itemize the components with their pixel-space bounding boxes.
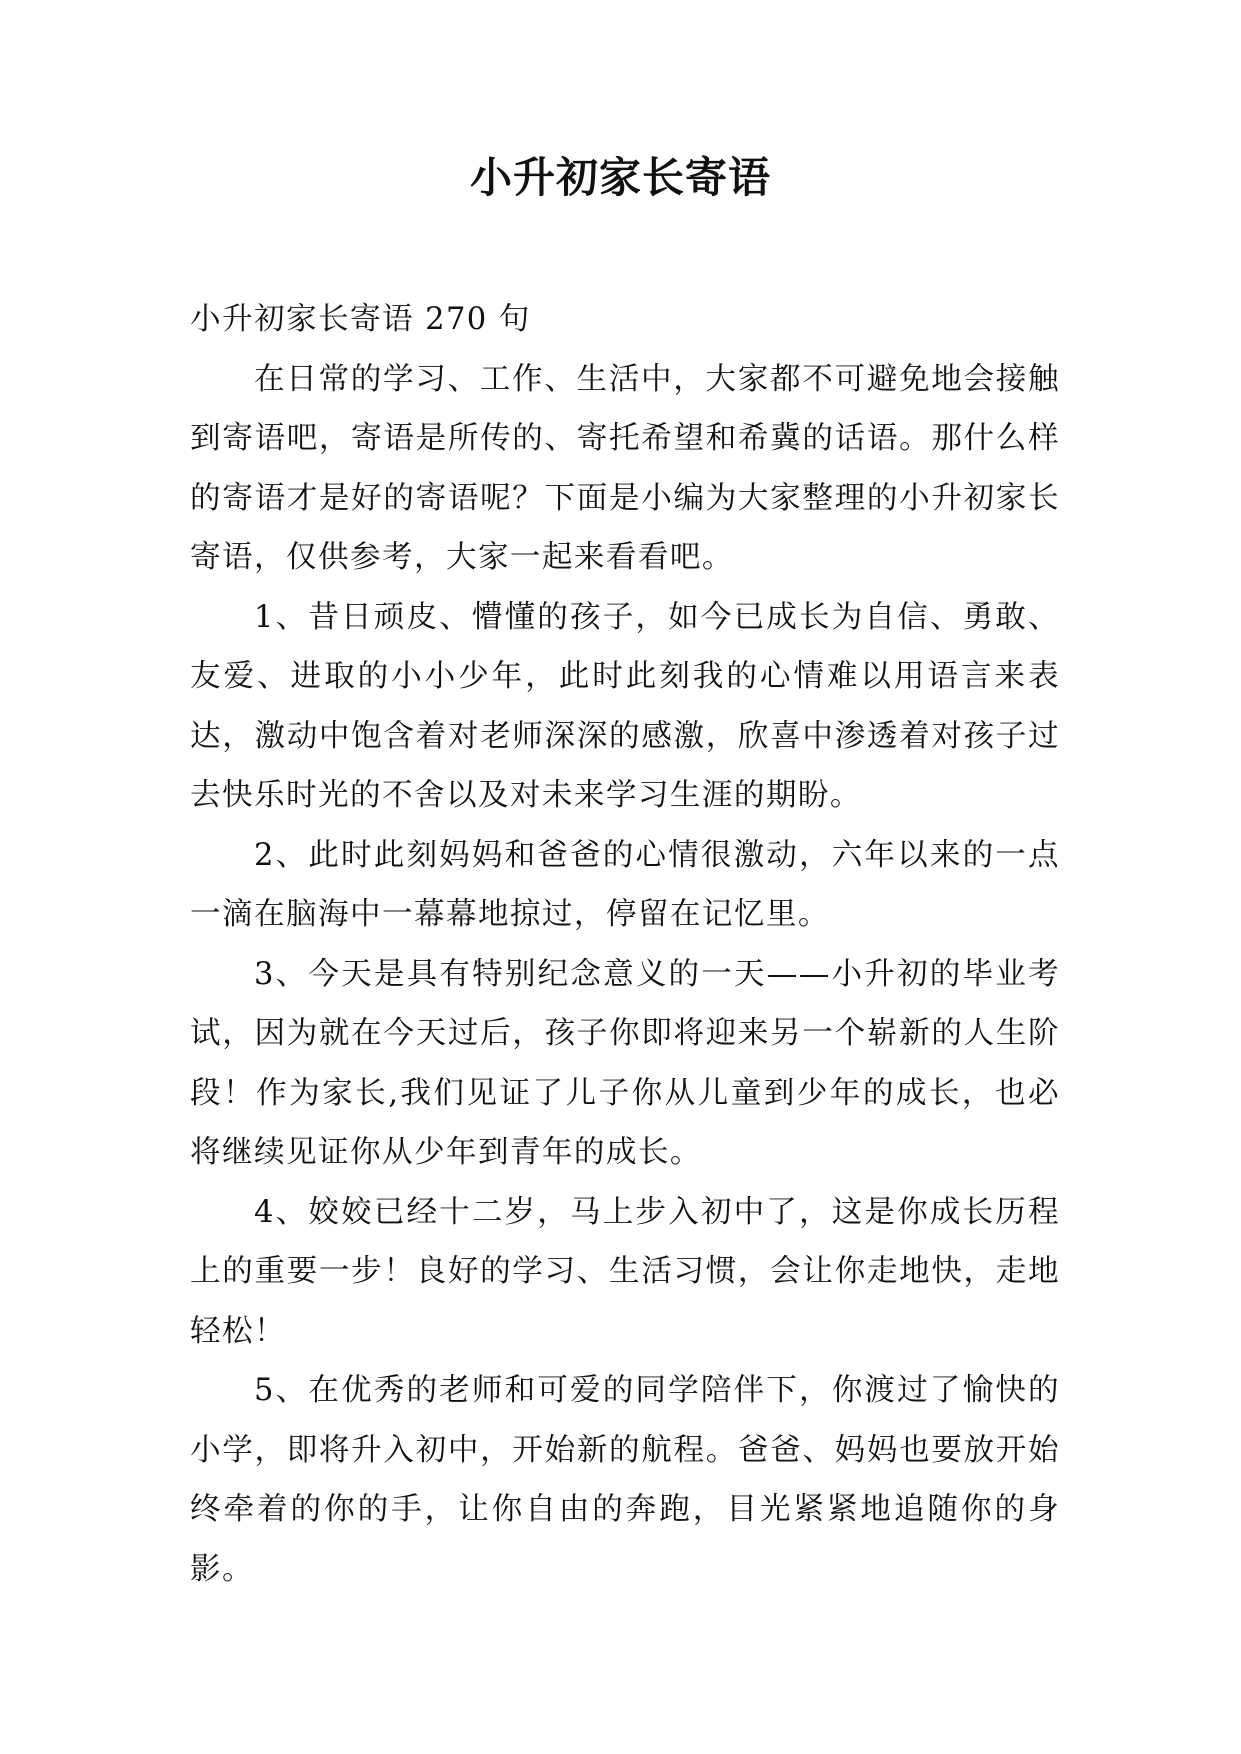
message-paragraph-1: 1、昔日顽皮、懵懂的孩子，如今已成长为自信、勇敢、友爱、进取的小小少年，此时此刻我的心情难以用语言来表达，激动中饱含着对老师深深的感激，欣喜中渗透着对孩子过去快乐时光的不舍以及对未来学习生涯的期盼。 [190, 599, 1060, 813]
intro-paragraph: 在日常的学习、工作、生活中，大家都不可避免地会接触到寄语吧，寄语是所传的、寄托希望和希冀的话语。那什么样的寄语才是好的寄语呢？下面是小编为大家整理的小升初家长寄语，仅供参考，大家一起来看看吧。 [190, 361, 1060, 575]
document-body [190, 290, 1060, 1599]
message-paragraph-3: 3、今天是具有特别纪念意义的一天——小升初的毕业考试，因为就在今天过后，孩子你即将迎来另一个崭新的人生阶段！作为家长,我们见证了儿子你从儿童到少年的成长，也必将继续见证你从少年到青年的成长。 [190, 956, 1060, 1170]
page-title: 小升初家长寄语 [469, 153, 771, 202]
message-paragraph-2: 2、此时此刻妈妈和爸爸的心情很激动，六年以来的一点一滴在脑海中一幕幕地掠过，停留在记忆里。 [190, 837, 1060, 932]
message-paragraph-5: 5、在优秀的老师和可爱的同学陪伴下，你渡过了愉快的小学，即将升入初中，开始新的航程。爸爸、妈妈也要放开始终牵着的你的手，让你自由的奔跑，目光紧紧地追随你的身影。 [190, 1373, 1060, 1587]
document-subtitle: 小升初家长寄语 270 句 [190, 302, 531, 337]
message-paragraph-4: 4、姣姣已经十二岁，马上步入初中了，这是你成长历程上的重要一步！良好的学习、生活习惯，会让你走地快，走地轻松！ [190, 1194, 1060, 1349]
